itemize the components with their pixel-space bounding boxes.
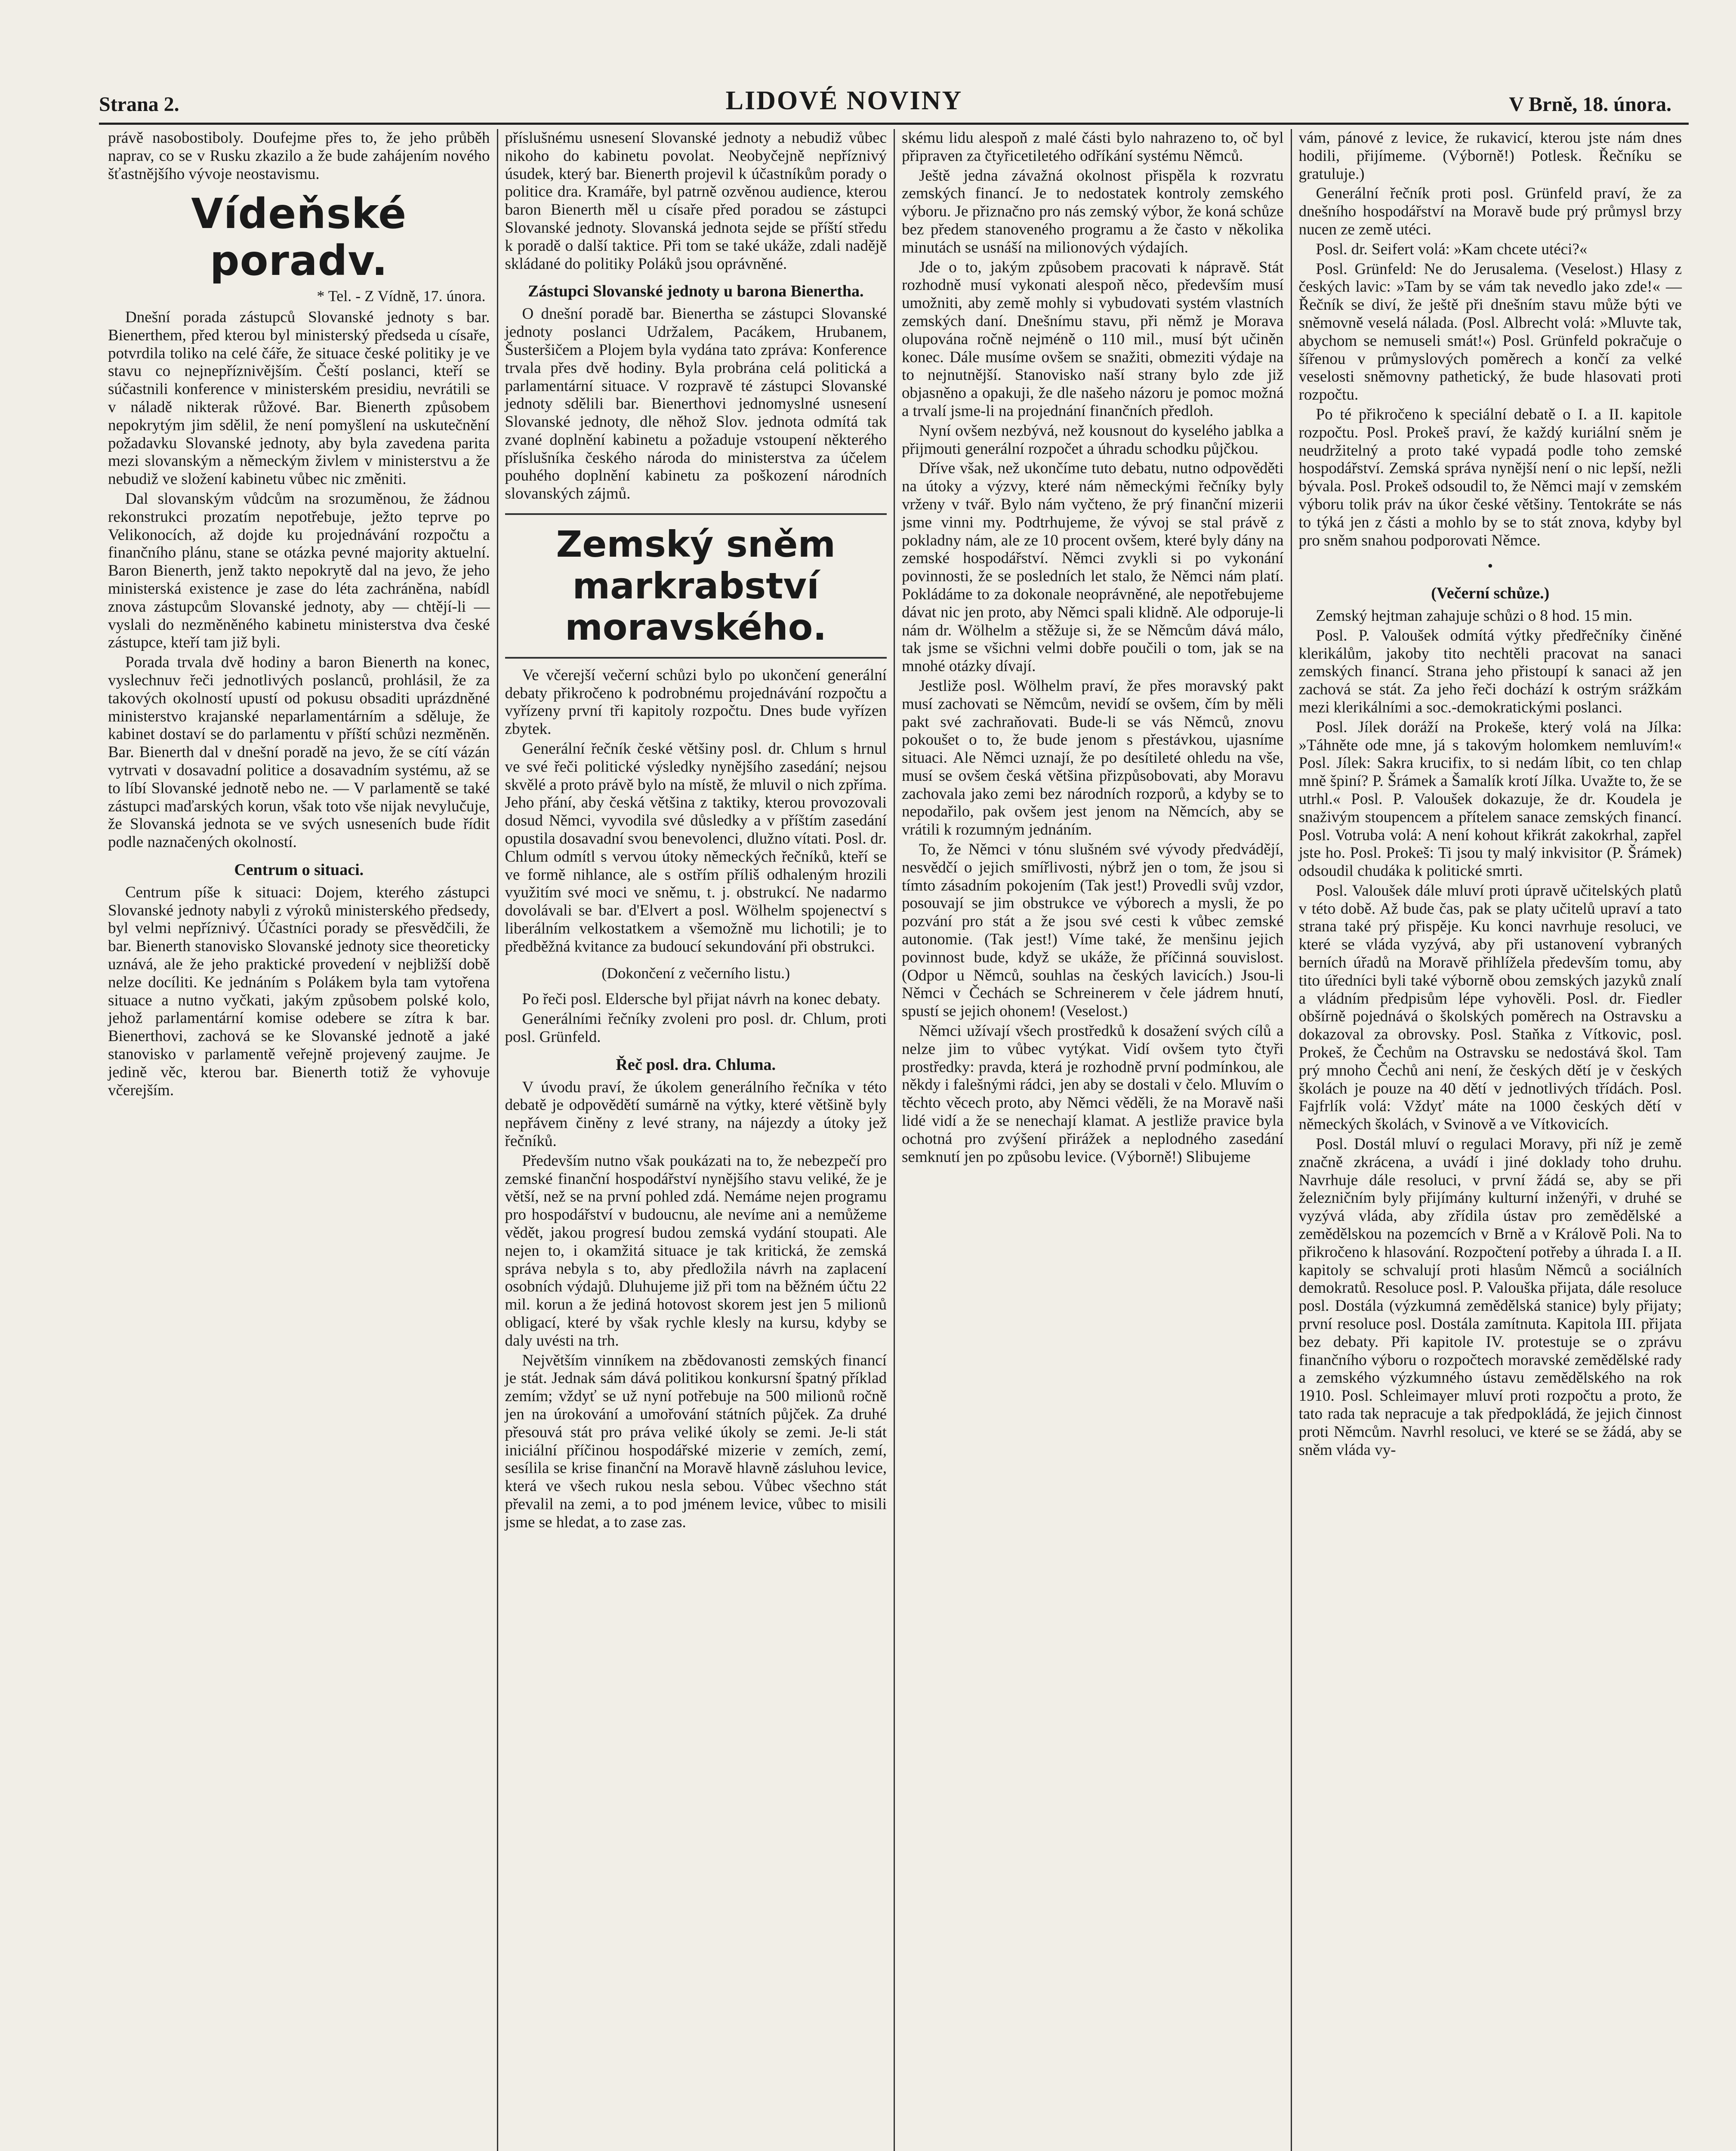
subheading-vecerni-schuze: (Večerní schůze.) — [1431, 584, 1550, 602]
paragraph: Centrum píše k situaci: Dojem, kterého zástupci Slovanské jednoty nabyli z výroků ministerského předsedy, byl velmi nepříznivý. Účastníci porady se přesvědčili, že bar. Bienerth stanovisko Slovanské jednoty sice theoreticky uznává, ale že jeho praktické provedení v nejbližší době nelze docíliti. Ke jednáním s Polákem byla tam vytořena situace a nutno vyčkati, jakým způsobem polské kolo, jehož parlamentární komise odebere se zítra k bar. Bienerthovi, zachová se ke Slovanské jednotě a jaké stanovisko v parlamentě veřejně projevený zaujme. Je jedině věc, kterou bar. Bienerth totiž že vyhovuje včerejším. — [108, 883, 490, 1099]
paragraph: Nyní ovšem nezbývá, než kousnout do kyselého jablka a přijmouti generální rozpočet a úhradu schodku půjčkou. — [902, 422, 1284, 458]
continuation-note: (Dokončení z večerního listu.) — [601, 964, 790, 982]
paragraph: Dříve však, než ukončíme tuto debatu, nutno odpověděti na útoky a výzvy, které nám německými řečníky byly vrženy v tvář. Bylo nám vyčteno, že prý finanční mizerii jsme vinni my. Podtrhujeme, že vývoj se stal právě z pokladny nám, ale ze 10 procent ovšem, které byly dány na zemské hospodářství. Němci zvykli si po vykonání povinnosti, že se posledních let stalo, že Němci nám platí. Pokládáme to za dokonale neoprávněné, ale nepotřebujeme dávat nic jen proto, aby Němci spali klidně. Ale odporuje-li nám dr. Wölhelm a stěžuje si, že se Němcům dává málo, tak jsme se všichni velmi dobře poučili o tom, jak se na mnohé otázky dívají. — [902, 459, 1284, 675]
page-header — [99, 86, 1671, 116]
paragraph: Porada trvala dvě hodiny a baron Bienerth na konec, vyslechnuv řeči jednotlivých poslanců, prohlásil, že za takových okolností upustí od pokusu obsaditi uprázdněné ministerstvo krajanské neparlamentárním a sděluje, že kabinet dostaví se do parlamentu v příští schůzi nezměněn. Bar. Bienerth dal v dnešní poradě na jevo, že se cítí vázán vytrvati v dosavadní politice a dosavadním systému, až se to líbí Slovanské jednotě nebo ne. — V parlamentě se také zástupci maďarských korun, však toto vše nijak nevylučuje, že Slovanská jednota se ve svých usneseních bude řídit podle naznačených okolností. — [108, 653, 490, 851]
paragraph: Dal slovanským vůdcům na srozuměnou, že žádnou rekonstrukci prozatím nepotřebuje, ježto teprve po Velikonocích, až dojde ku projednávání rozpočtu a finančního plánu, stane se otázka pevné majority aktuelní. Baron Bienerth, jenž takto nepokrytě dal na jevo, že jeho ministerská existence je zase do léta zachráněna, nabídl znova zástupcům Slovanské jednoty, aby — chtějí-li — vyslali do nezměněného kabinetu ministerstva dva české zástupce, kteří tam již byli. — [108, 490, 490, 652]
column-3 — [895, 129, 1292, 2151]
paragraph: Posl. P. Valoušek odmítá výtky předřečníky činěné klerikálům, jakoby tito nechtěli pracovat na sanaci zemských financí. Strana jeho přistoupí k sanaci až jen zachová se stát. Za jeho řeči dochází k ostrým srážkám mezi klerikálními a soc.-demokratickými poslanci. — [1298, 626, 1682, 716]
paragraph: Jde o to, jakým způsobem pracovati k nápravě. Stát rozhodně musí vykonati alespoň něco, především musí umožniti, aby země mohly si vybudovati systém vlastních zemských daní. Dnešnímu stavu, při němž je Morava olupována ročně nejméně o 110 mil., musí být učiněn konec. Dále musíme ovšem se snažiti, obmeziti výdaje na to nejnutnější. Stanovisko naší strany bylo zde již objasněno a opakuji, že dle našeho názoru je pomoc možná a trvalí jsme-li na projednání finančních předloh. — [902, 258, 1284, 420]
paragraph: Dnešní porada zástupců Slovanské jednoty s bar. Bienerthem, před kterou byl ministerský předseda u císaře, potvrdila toliko na celé čáře, že situace české politiky je ve stavu co nejnepříznivějším. Čeští poslanci, kteří se súčastnili konference v ministerském presidiu, nevrátili se v náladě nikterak růžové. Bar. Bienerth způsobem nepokrytým jim sdělil, že není pomyšlení na uskutečnění požadavku Slovanské jednoty, aby byla zavedena parita mezi slovanským a německým živlem v ministerstvu a že nebudiž ve složení kabinetu vůbec nic změniti. — [108, 308, 490, 488]
paragraph: Ve včerejší večerní schůzi bylo po ukončení generální debaty přikročeno k podrobnému projednávání rozpočtu a vyřízeny první tři kapitoly rozpočtu. Dnes bude vyřízen zbytek. — [505, 666, 887, 738]
paragraph: Posl. Dostál mluví o regulaci Moravy, při níž je země značně zkrácena, a uvádí i jiné doklady toho druhu. Navrhuje dále resoluci, v první žádá se, aby se při železničním byly přijímány kulturní inženýři, v druhé se vyzývá vláda, aby zřídila ústav pro zemědělské a zemědělskou na pozemcích v Brně a v Králově Poli. Na to přikročeno k hlasování. Rozpočtení potřeby a úhrada I. a II. kapitoly se schvalují proti hlasům Němců a sociálních demokratů. Resoluce posl. P. Valouška přijata, dále resoluce posl. Dostála (výzkumná zemědělská stanice) byly přijaty; první resoluce posl. Dostála zamítnuta. Kapitola III. přijata bez debaty. Při kapitole IV. protestuje se o zprávu finančního výboru o rozpočtech moravské zemědělské rady a zemského výzkumného ústavu zemědělského na rok 1910. Posl. Schleimayer mluví proti rozpočtu a proto, že tato rada tak nepracuje a tak předpokládá, že jejich činnost proti Němcům. Navrhl resoluci, ve které se se žádá, aby se sněm vláda vy- — [1298, 1135, 1682, 1459]
paragraph: právě nasobostiboly. Doufejme přes to, že jeho průběh naprav, co se v Rusku zkazilo a že bude zahájením nového šťastnějšího vývoje neostavismu. — [108, 129, 490, 183]
paragraph: Především nutno však poukázati na to, že nebezpečí pro zemské finanční hospodářství nynějšího stavu veliké, že je větší, než se na první pohled zdá. Nemáme nejen programu pro hospodářství v budoucnu, ale nevíme ani a nemůžeme vědět, jakou progresí budou zemská vydání stoupati. Ale nejen to, i okamžitá situace je tak kritická, že zemská správa nebyla s to, aby předložila návrh na zaplacení osobních výdajů. Dluhujeme již při tom na běžném účtu 22 mil. korun a že jediná hotovost skorem jest jen 5 milionů obligací, které by však rychle klesly na kursu, kdyby se daly uvésti na trh. — [505, 1152, 887, 1350]
column-4 — [1292, 129, 1689, 2151]
paragraph: To, že Němci v tónu slušném své vývody předvádějí, nesvědčí o jejich smířlivosti, nýbrž jen o tom, že jsou si tímto zásadním pokojením (Tak jest!) Provedli svůj vzdor, posouvají se jim obstrukce ve výborech a mysli, že po pozvání pro stát a že jsou své cesti k vůbec zemské autonomie. (Tak jest!) Víme také, že menšinu jejich povinnost bude, když se ukáže, že příčinná souvislost. (Odpor u Němců, souhlas na českých lavicích.) Jsou-li Němci v Čechách se Schreinerem v čele jádrem hnutí, spustí se jejich ohonem! (Veselost.) — [902, 841, 1284, 1020]
paragraph: Po řeči posl. Eldersche byl přijat návrh na konec debaty. — [522, 990, 881, 1008]
header-rule — [99, 123, 1689, 125]
paragraph: Zemský hejtman zahajuje schůzi o 8 hod. 15 min. — [1316, 607, 1633, 625]
paragraph: vám, pánové z levice, že rukavicí, kterou jste nám dnes hodili, přijímeme. (Výborně!) Potlesk. Řečníku se gratuluje.) — [1298, 129, 1682, 183]
paragraph: Posl. Jílek doráží na Prokeše, který volá na Jílka: »Táhněte ode mne, já s takovým holomkem nemluvím!« Posl. Jílek: Sakra krucifix, to si nedám líbit, co ten chlap mně špiní? P. Šrámek a Šamalík krotí Jílka. Uvažte to, že se utrhl.« Posl. P. Valoušek dokazuje, že dr. Koudela je snaživým stoupencem a přítelem sanace zemských financí. Posl. Votruba volá: A není kohout křikrát zakokrhal, zapřel jste ho. Posl. Prokeš: Ti jsou ty malý inkvisitor (P. Šrámek) odsoudil chudáka k politické smrti. — [1298, 718, 1682, 880]
paragraph: Němci užívají všech prostředků k dosažení svých cílů a nelze jim to vůbec vytýkat. Vidí ovšem tyto čtyři prostředky: pravda, která je rozhodně první podmínkou, ale někdy i falešnými rádci, jen aby se dostali v čelo. Mluvím o těchto věcech proto, aby Němci věděli, že na Moravě naši lidé vidí a že se nenechají klamat. A jestliže pravice byla ochotná pro zvýšení přirážek a neplodného zasedání semknutí jen po způsobu levice. (Výborně!) Slibujeme — [902, 1022, 1284, 1166]
newspaper-title: LIDOVÉ NOVINY — [725, 86, 963, 115]
paragraph: V úvodu praví, že úkolem generálního řečníka v této debatě je odpovědětí sumárně na výtky, které většině byly nepřávem činěny z levé strany, na nájezdy a útoky jež řečníků. — [505, 1078, 887, 1150]
paragraph: Generální řečník české většiny posl. dr. Chlum s hrnul ve své řeči politické výsledky nynějšího zasedání; nejsou skvělé a proto právě bylo na místě, že mluvil o nich zpříma. Jeho přání, aby česká většina z taktiky, kterou provozovali dosud Němci, vyvodila své důsledky a v příštím zasedání opustila dosavadní svou benevolenci, dlužno vítati. Posl. dr. Chlum odmítl s vervou útoky německých řečníků, kteří se ve formě nihlance, ale s ostřím příliš odhaleným hrozili využitím své moci ve sněmu, t. j. obstrukcí. Ne nadarmo dovolávali se bar. d'Elvert a posl. Wölhelm spojenectví s liberálním velkostatkem a všemožně mu lichotili; je to předběžná kvitance za budoucí sekundování při obstrukci. — [505, 740, 887, 955]
page-number: Strana 2. — [99, 93, 179, 116]
paragraph: O dnešní poradě bar. Bienertha se zástupci Slovanské jednoty poslanci Udržalem, Pacákem, Hrubanem, Šusteršičem a Plojem byla vydána tato zpráva: Konference trvala přes dvě hodiny. Byla probrána celá politická a parlamentární situace. V rozpravě té zástupci Slovanské jednoty sdělili bar. Bienerthovi jednomyslné usnesení Slovanské jednoty, dle něhož Slov. jednota odmítá tak zvané doplnění kabinetu a požaduje vstoupení některého příslušníka českého národa do ministerstva za účelem pouhého doplnění kabinetu za poškození národních slovanských zájmů. — [505, 305, 887, 503]
paragraph: Ještě jedna závažná okolnost přispěla k rozvratu zemských financí. Je to nedostatek kontroly zemského výboru. Je přiznačno pro nás zemský výbor, že koná schůze bez předem stanoveného programu a že často v několika minutách se usnáší na milionových výdajích. — [902, 166, 1284, 256]
headline-videnske-porady: Vídeňské poradv. — [191, 190, 407, 285]
paragraph: Posl. dr. Seifert volá: »Kam chcete utéci?« — [1316, 240, 1588, 258]
subheading-rec-chluma: Řeč posl. dra. Chluma. — [616, 1055, 776, 1074]
columns — [101, 129, 1689, 2151]
separator-dot: • — [1487, 557, 1493, 575]
paragraph: Generálními řečníky zvoleni pro posl. dr. Chlum, proti posl. Grünfeld. — [505, 1010, 887, 1046]
headline-zemsky-snem: Zemský sněm markrabství moravského. — [505, 513, 887, 659]
subheading-centrum: Centrum o situaci. — [234, 860, 364, 879]
column-1 — [101, 129, 498, 2151]
paragraph: Největším vinníkem na zbědovanosti zemských financí je stát. Jednak sám dává politikou konkursní špatný příklad zemím; vždyť se už nyní potřebuje na 500 milionů ročně jen na úrokování a umořování státních půjček. Za druhé přesouvá stát pro práva veliké úkoly se zemi. Je-li stát iniciální příčinou hospodářské mizerie v zemích, zemí, sesílila se krise finanční na Moravě hlavně zásluhou levice, která ve všech rukou nesla sebou. Vůbec všechno stát převalil na zemi, a to pod jménem levice, vůbec to misili jsme se hledat, a to zase zas. — [505, 1351, 887, 1531]
subheading-zastupci: Zástupci Slovanské jednoty u barona Bienertha. — [527, 282, 864, 301]
paragraph: Generální řečník proti posl. Grünfeld praví, že za dnešního hospodářství na Moravě bude prý průmysl brzy nucen ze země utéci. — [1298, 185, 1682, 238]
paragraph: Posl. Grünfeld: Ne do Jerusalema. (Veselost.) Hlasy z českých lavic: »Tam by se vám tak nevedlo jako zde!« — Řečník se diví, že ještě při dnešním stavu může býti ve sněmovně veselá nálada. (Posl. Albrecht volá: »Mluvte tak, abychom se nemuseli smát!«) Posl. Grünfeld pokračuje o šířenou v průmyslových poměrech a končí za velké veselosti sněmovny pathetický, že bude hlasovati proti rozpočtu. — [1298, 260, 1682, 404]
paragraph: skému lidu alespoň z malé části bylo nahrazeno to, oč byl připraven za čtyřicetiletého odříkání systému Němců. — [902, 129, 1284, 165]
paragraph: příslušnému usnesení Slovanské jednoty a nebudiž vůbec nikoho do kabinetu povolat. Neobyčejně nepříznivý úsudek, který bar. Bienerth projevil k účastníkům porady o politice dra. Kramáře, byl patrně ozvěnou audience, kterou baron Bienerth měl u císaře před poradou se zástupci Slovanské jednoty. Slovanská jednota sejde se příští středu k poradě o další taktice. Při tom se také ukáže, zdali nadějě skládané do politiky Poláků jsou oprávněné. — [505, 129, 887, 273]
paragraph: Jestliže posl. Wölhelm praví, že přes moravský pakt musí zachovati se Němcům, nevidí se ovšem, čím by měli pakt své zachraňovati. Bude-li se vás Němců, znovu pokoušet o to, že bude jenom s přestávkou, ujasníme situaci. Ale Němci uznají, že po desítileté ohledu na vše, musí se ovšem česká většina přizpůsobovati, aby Moravu zachovala jako zemi bez národních rozporů, a kdyby se to nepodařilo, pak ovšem jest jenom na Němcích, aby se vrátili k rozumným jednáním. — [902, 677, 1284, 839]
paragraph: Po té přikročeno k speciální debatě o I. a II. kapitole rozpočtu. Posl. Prokeš praví, že každý kuriální sněm je neudržitelný a proto také vypadá podle toho zemské hospodářství. Zemská správa nynější není o nic lepší, nežli bývala. Posl. Prokeš odsoudil to, že Němci mají v zemském výboru tolik práv na úkor české většiny. Tentokráte se nás to týká jen z části a mohlo by se to stát znova, kdyby byl pro sněm snahou podporovati Němce. — [1298, 405, 1682, 549]
paragraph: Posl. Valoušek dále mluví proti úpravě učitelských platů v této době. Až bude čas, pak se platy učitelů upraví a tato strana také prý přispěje. Ku konci navrhuje resoluci, ve které se vláda vyzývá, aby při ustanovení vybraných berních úřadů na Moravě přihlížela především tomu, aby tito úředníci byli také výborně obou zemských jazyků znalí a vládním předpisům lépe vyhověli. Posl. dr. Fiedler obšírně pojednává o školských poměrech na Ostravsku a dokazoval za obrovsky. Posl. Staňka z Vítkovic, posl. Prokeš, že Čechům na Ostravsku se nedostává škol. Tam prý mnoho Čechů ani není, že českých dětí je v českých školách je pouze na 40 dětí v jednotlivých třídách. Posl. Fajfrlík volá: Vždyť máte na 1000 českých dětí v německých školách, v Svinově a ve Vítkovicích. — [1298, 881, 1682, 1134]
column-2 — [498, 129, 895, 2151]
dateline: * Tel. - Z Vídně, 17. února. — [317, 287, 486, 305]
issue-date: V Brně, 18. února. — [1509, 93, 1671, 116]
